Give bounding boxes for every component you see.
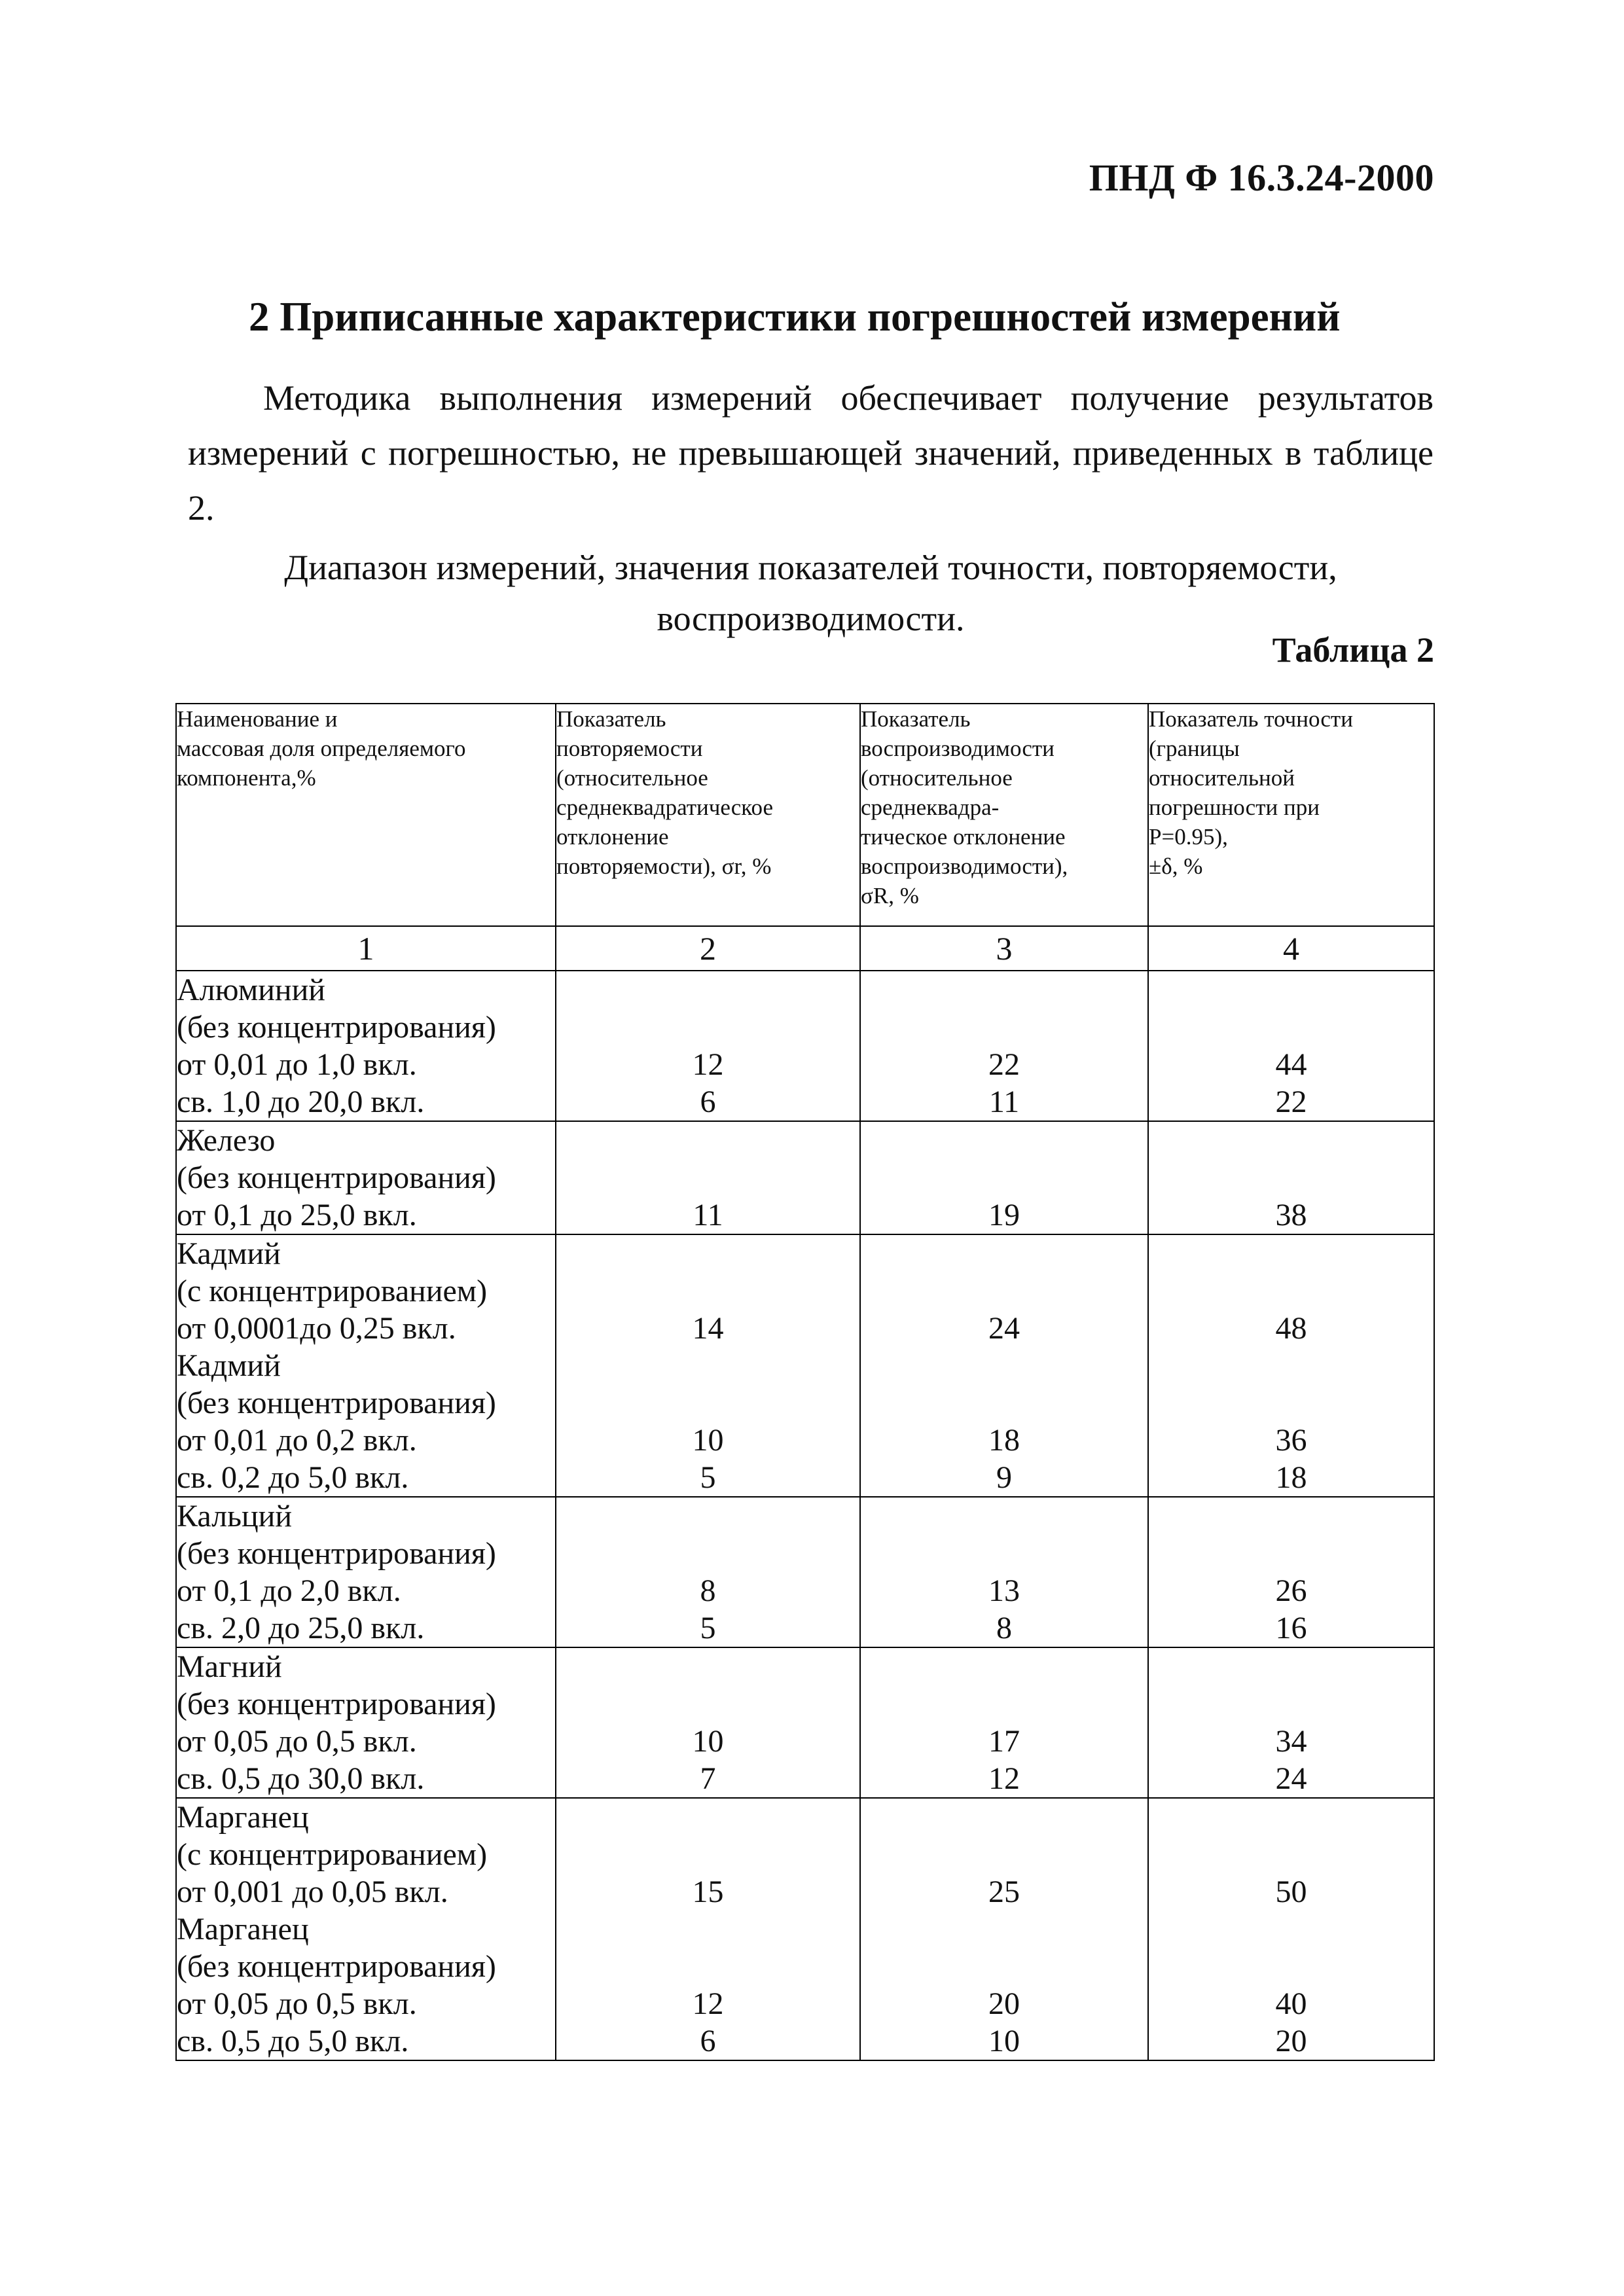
value-line: 14 [692, 1311, 724, 1346]
caption-line-2: воспроизводимости. [657, 599, 965, 638]
table-row [176, 1121, 1434, 1234]
accuracy-cell [1148, 1798, 1434, 2060]
value-line [861, 1836, 1147, 1873]
table-header-row [176, 704, 1434, 926]
value-line: 38 [1275, 1198, 1307, 1232]
value-line: 26 [1275, 1573, 1307, 1608]
header-cell-3 [860, 704, 1148, 926]
value-line: 48 [1275, 1311, 1307, 1346]
value-line [1149, 1235, 1434, 1272]
value-line [861, 1159, 1147, 1196]
value-line [556, 1009, 859, 1046]
value-line [1149, 1122, 1434, 1159]
table-row [176, 971, 1434, 1121]
header-line: (границы [1149, 736, 1240, 761]
value-line: 7 [700, 1761, 716, 1796]
component-line: от 0,05 до 0,5 вкл. [177, 1724, 417, 1759]
component-cell [176, 971, 556, 1121]
value-line [556, 1122, 859, 1159]
header-line: воспроизводимости), [861, 853, 1068, 879]
value-line [1149, 1910, 1434, 1948]
value-line [1149, 1498, 1434, 1535]
header-line: ±δ, % [1149, 853, 1203, 879]
component-line: (без концентрирования) [177, 1386, 496, 1420]
value-line: 20 [988, 1986, 1020, 2021]
value-line: 8 [700, 1573, 716, 1608]
value-line [556, 1910, 859, 1948]
intro-paragraph: Методика выполнения измерений обеспечивает получение результатов измерений с погрешностью, не превышающей значений, приведенных в таблице 2. [188, 378, 1434, 528]
value-line: 12 [988, 1761, 1020, 1796]
header-line: воспроизводимости [861, 736, 1055, 761]
component-line: св. 0,5 до 5,0 вкл. [177, 2024, 409, 2058]
table-row [176, 1798, 1434, 2060]
value-line [556, 971, 859, 1009]
header-line: отклонение [556, 824, 669, 850]
value-line [556, 1498, 859, 1535]
value-line [556, 1159, 859, 1196]
column-number-row [176, 926, 1434, 971]
value-line [861, 1347, 1147, 1384]
header-line: σR, % [861, 883, 919, 908]
header-line: тическое отклонение [861, 824, 1066, 850]
value-line [861, 1498, 1147, 1535]
value-line [861, 1235, 1147, 1272]
value-line: 9 [996, 1460, 1012, 1495]
header-line: Показатель [861, 706, 971, 732]
component-line: Марганец [177, 1800, 309, 1835]
header-line: среднеквадратическое [556, 795, 773, 820]
repeatability-cell [556, 1798, 860, 2060]
component-line: от 0,001 до 0,05 вкл. [177, 1874, 448, 1909]
column-number: 4 [1148, 926, 1434, 971]
component-cell [176, 1497, 556, 1647]
header-line: массовая доля определяемого [177, 736, 466, 761]
value-line [861, 1009, 1147, 1046]
component-line: (без концентрирования) [177, 1160, 496, 1195]
header-line: компонента,% [177, 765, 316, 791]
column-number: 2 [556, 926, 860, 971]
value-line [556, 1685, 859, 1723]
value-line: 50 [1275, 1874, 1307, 1909]
component-line: (без концентрирования) [177, 1010, 496, 1045]
component-line: св. 2,0 до 25,0 вкл. [177, 1611, 425, 1645]
value-line [1149, 1648, 1434, 1685]
value-line [1149, 1384, 1434, 1422]
table-row [176, 1497, 1434, 1647]
value-line: 5 [700, 1460, 716, 1495]
value-line: 20 [1275, 2024, 1307, 2058]
header-cell-1 [176, 704, 556, 926]
value-line [1149, 1159, 1434, 1196]
component-cell [176, 1647, 556, 1798]
value-line [1149, 1347, 1434, 1384]
value-line: 25 [988, 1874, 1020, 1909]
component-line: от 0,0001до 0,25 вкл. [177, 1311, 456, 1346]
header-line: среднеквадра- [861, 795, 1000, 820]
table-body [176, 971, 1434, 2060]
header-line: повторяемости [556, 736, 703, 761]
value-line: 18 [1275, 1460, 1307, 1495]
table-row [176, 1234, 1434, 1497]
component-line: (без концентрирования) [177, 1949, 496, 1984]
table-label: Таблица 2 [1272, 630, 1434, 670]
value-line [1149, 1836, 1434, 1873]
value-line [1149, 1948, 1434, 1985]
value-line: 12 [692, 1986, 724, 2021]
accuracy-cell [1148, 1121, 1434, 1234]
component-cell [176, 1234, 556, 1497]
value-line [556, 1535, 859, 1572]
measurement-table [175, 703, 1435, 2061]
component-line: от 0,01 до 0,2 вкл. [177, 1423, 417, 1458]
reproducibility-cell [860, 1647, 1148, 1798]
component-line: (без концентрирования) [177, 1687, 496, 1721]
value-line: 6 [700, 1085, 716, 1119]
caption-line-1: Диапазон измерений, значения показателей точности, повторяемости, [284, 548, 1337, 587]
value-line [1149, 1272, 1434, 1310]
repeatability-cell [556, 1647, 860, 1798]
component-cell [176, 1121, 556, 1234]
value-line [556, 1347, 859, 1384]
header-line: Наименование и [177, 706, 338, 732]
value-line: 17 [988, 1724, 1020, 1759]
table-row [176, 1647, 1434, 1798]
component-line: св. 1,0 до 20,0 вкл. [177, 1085, 425, 1119]
value-line [861, 1122, 1147, 1159]
value-line: 36 [1275, 1423, 1307, 1458]
accuracy-cell [1148, 1234, 1434, 1497]
header-line: повторяемости), σr, % [556, 853, 772, 879]
document-code: ПНД Ф 16.3.24-2000 [1089, 156, 1434, 199]
value-line: 44 [1275, 1047, 1307, 1082]
table-caption [188, 542, 1434, 644]
component-line: от 0,05 до 0,5 вкл. [177, 1986, 417, 2021]
value-line [861, 1384, 1147, 1422]
header-line: относительной [1149, 765, 1295, 791]
value-line [556, 1384, 859, 1422]
value-line [1149, 971, 1434, 1009]
reproducibility-cell [860, 1497, 1148, 1647]
value-line [556, 1799, 859, 1836]
column-number: 3 [860, 926, 1148, 971]
value-line [556, 1272, 859, 1310]
value-line [1149, 1685, 1434, 1723]
repeatability-cell [556, 1121, 860, 1234]
value-line [556, 1948, 859, 1985]
value-line [861, 1685, 1147, 1723]
value-line: 11 [988, 1085, 1020, 1119]
header-line: (относительное [861, 765, 1013, 791]
component-line: Марганец [177, 1912, 309, 1946]
value-line: 40 [1275, 1986, 1307, 2021]
component-line: св. 0,5 до 30,0 вкл. [177, 1761, 425, 1796]
component-line: (с концентрированием) [177, 1274, 488, 1308]
value-line [556, 1836, 859, 1873]
value-line: 11 [693, 1198, 723, 1232]
value-line: 19 [988, 1198, 1020, 1232]
value-line: 13 [988, 1573, 1020, 1608]
value-line [861, 1535, 1147, 1572]
value-line: 22 [988, 1047, 1020, 1082]
reproducibility-cell [860, 1234, 1148, 1497]
component-cell [176, 1798, 556, 2060]
component-line: от 0,01 до 1,0 вкл. [177, 1047, 417, 1082]
value-line: 22 [1275, 1085, 1307, 1119]
column-number: 1 [176, 926, 556, 971]
reproducibility-cell [860, 1798, 1148, 2060]
component-line: Алюминий [177, 973, 325, 1007]
value-line: 6 [700, 2024, 716, 2058]
value-line [861, 1648, 1147, 1685]
value-line [1149, 1535, 1434, 1572]
component-line: Кальций [177, 1499, 293, 1534]
component-line: от 0,1 до 2,0 вкл. [177, 1573, 401, 1608]
header-line: погрешности при [1149, 795, 1320, 820]
value-line [861, 1272, 1147, 1310]
component-line: Магний [177, 1649, 282, 1684]
repeatability-cell [556, 1234, 860, 1497]
header-line: (относительное [556, 765, 708, 791]
value-line: 10 [988, 2024, 1020, 2058]
value-line: 12 [692, 1047, 724, 1082]
header-cell-4 [1148, 704, 1434, 926]
header-line: P=0.95), [1149, 824, 1228, 850]
section-title: 2 Приписанные характеристики погрешностей измерений [249, 294, 1341, 340]
value-line: 8 [996, 1611, 1012, 1645]
component-line: (с концентрированием) [177, 1837, 488, 1872]
component-line: Кадмий [177, 1348, 281, 1383]
value-line [861, 1799, 1147, 1836]
header-line: Показатель [556, 706, 666, 732]
value-line: 34 [1275, 1724, 1307, 1759]
value-line: 15 [692, 1874, 724, 1909]
component-line: от 0,1 до 25,0 вкл. [177, 1198, 417, 1232]
reproducibility-cell [860, 971, 1148, 1121]
value-line [861, 971, 1147, 1009]
value-line [1149, 1009, 1434, 1046]
value-line: 18 [988, 1423, 1020, 1458]
value-line: 10 [692, 1724, 724, 1759]
value-line: 24 [988, 1311, 1020, 1346]
accuracy-cell [1148, 971, 1434, 1121]
value-line [861, 1948, 1147, 1985]
component-line: (без концентрирования) [177, 1536, 496, 1571]
value-line: 10 [692, 1423, 724, 1458]
header-line: Показатель точности [1149, 706, 1353, 732]
component-line: св. 0,2 до 5,0 вкл. [177, 1460, 409, 1495]
value-line: 16 [1275, 1611, 1307, 1645]
value-line [1149, 1799, 1434, 1836]
value-line: 24 [1275, 1761, 1307, 1796]
value-line: 5 [700, 1611, 716, 1645]
accuracy-cell [1148, 1497, 1434, 1647]
component-line: Кадмий [177, 1236, 281, 1271]
accuracy-cell [1148, 1647, 1434, 1798]
repeatability-cell [556, 971, 860, 1121]
value-line [861, 1910, 1147, 1948]
reproducibility-cell [860, 1121, 1148, 1234]
component-line: Железо [177, 1123, 276, 1158]
repeatability-cell [556, 1497, 860, 1647]
value-line [556, 1235, 859, 1272]
value-line [556, 1648, 859, 1685]
header-cell-2 [556, 704, 860, 926]
